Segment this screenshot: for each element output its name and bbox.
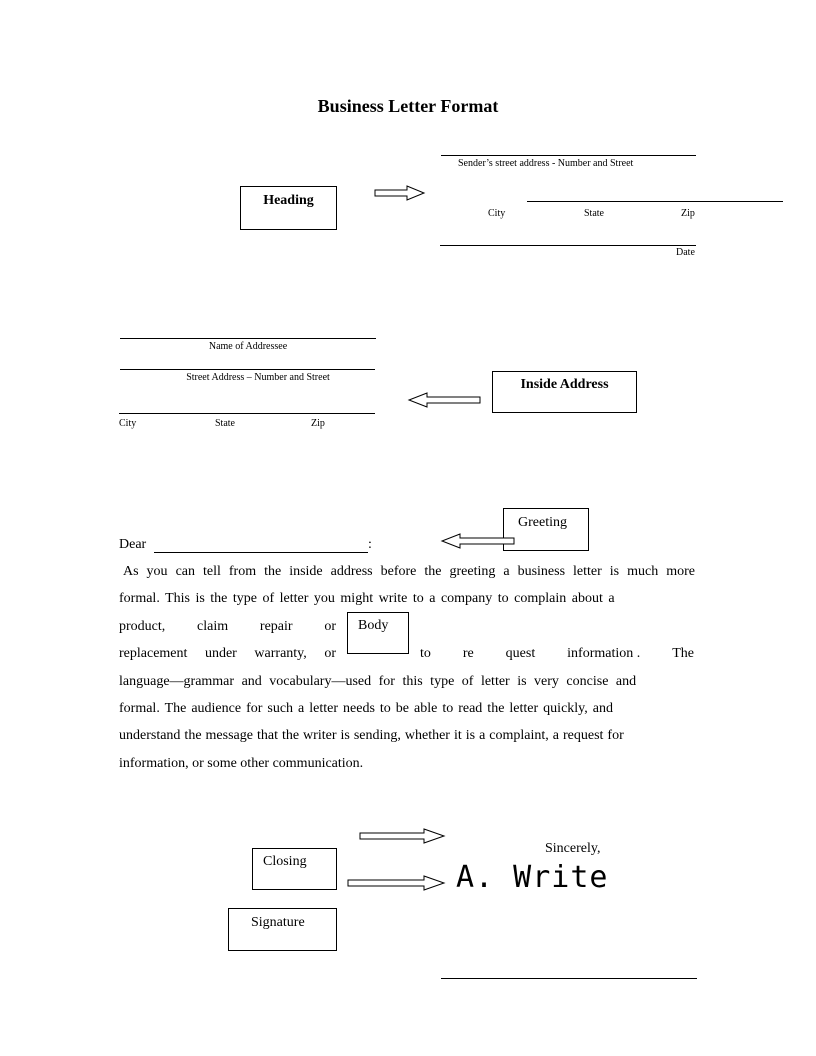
body-word: quest: [505, 646, 536, 661]
greeting-label-box: [503, 508, 589, 551]
body-text-line-1: As you can tell from the inside address before the greeting a business letter is much more: [123, 564, 695, 579]
typed-name-line: [441, 978, 697, 979]
body-word: to: [420, 646, 431, 661]
right-arrow-icon: [360, 829, 445, 843]
heading-zip-label: Zip: [681, 208, 695, 219]
signature-label-box: [228, 908, 337, 951]
date-line: [440, 245, 696, 246]
body-word: re: [462, 646, 474, 661]
body-word: warranty,: [254, 646, 307, 661]
body-line-4a: [119, 646, 336, 662]
body-word: replacement: [119, 646, 188, 661]
sender-street-label: Sender’s street address - Number and Street: [458, 158, 634, 169]
body-word: repair: [259, 619, 293, 634]
body-line-6: formal. The audience for such a letter needs to be able to read the letter quickly, and: [119, 701, 613, 716]
addressee-name-line: [120, 338, 376, 339]
inside-address-label: Inside Address: [520, 377, 609, 392]
signature-label: Signature: [251, 915, 305, 930]
body-word: or: [324, 619, 336, 634]
addressee-state-label: State: [215, 418, 235, 429]
body-word: product,: [119, 619, 166, 634]
right-arrow-icon: [375, 186, 425, 200]
inside-address-label-box: [492, 371, 637, 413]
left-arrow-icon: [409, 393, 481, 407]
signature-text: A. Write: [456, 860, 609, 895]
body-word: under: [204, 646, 237, 661]
date-label: Date: [676, 247, 695, 258]
left-arrow-icon: [442, 534, 515, 548]
heading-label-box: [240, 186, 337, 230]
addressee-name-label: Name of Addressee: [208, 341, 288, 352]
body-word: The: [672, 646, 694, 661]
greeting-colon: :: [368, 537, 372, 552]
body-word: claim: [197, 619, 229, 634]
page-title: Business Letter Format: [317, 96, 499, 116]
greeting-label: Greeting: [518, 515, 567, 530]
body-line-4b: [420, 646, 694, 662]
heading-city-label: City: [488, 208, 506, 219]
addressee-city-label: City: [119, 418, 137, 429]
city-state-zip-line: [527, 201, 783, 202]
addressee-street-label: Street Address – Number and Street: [186, 372, 330, 383]
sender-street-line: [441, 155, 696, 156]
greeting-name-line: [154, 552, 368, 553]
heading-label: Heading: [263, 193, 314, 208]
greeting-dear: Dear: [119, 537, 147, 552]
closing-label: Closing: [263, 854, 307, 869]
body-line-7: understand the message that the writer is sending, whether it is a complaint, a request for: [119, 728, 624, 743]
heading-state-label: State: [584, 208, 604, 219]
body-label: Body: [358, 618, 389, 633]
addressee-city-line: [119, 413, 375, 414]
body-line-8: information, or some other communication.: [119, 756, 364, 771]
addressee-street-line: [120, 369, 375, 370]
body-line-3: [119, 619, 336, 635]
body-line-1: [119, 564, 695, 580]
body-word: information .: [567, 646, 641, 661]
right-arrow-icon: [348, 876, 445, 890]
closing-text: Sincerely,: [545, 841, 601, 856]
body-line-5: language—grammar and vocabulary—used for this type of letter is very concise and: [119, 674, 637, 689]
body-word: or: [324, 646, 336, 661]
body-line-2: formal. This is the type of letter you might write to a company to complain about a: [119, 591, 615, 606]
closing-label-box: [252, 848, 337, 890]
body-label-box: [347, 612, 409, 654]
addressee-zip-label: Zip: [311, 418, 325, 429]
